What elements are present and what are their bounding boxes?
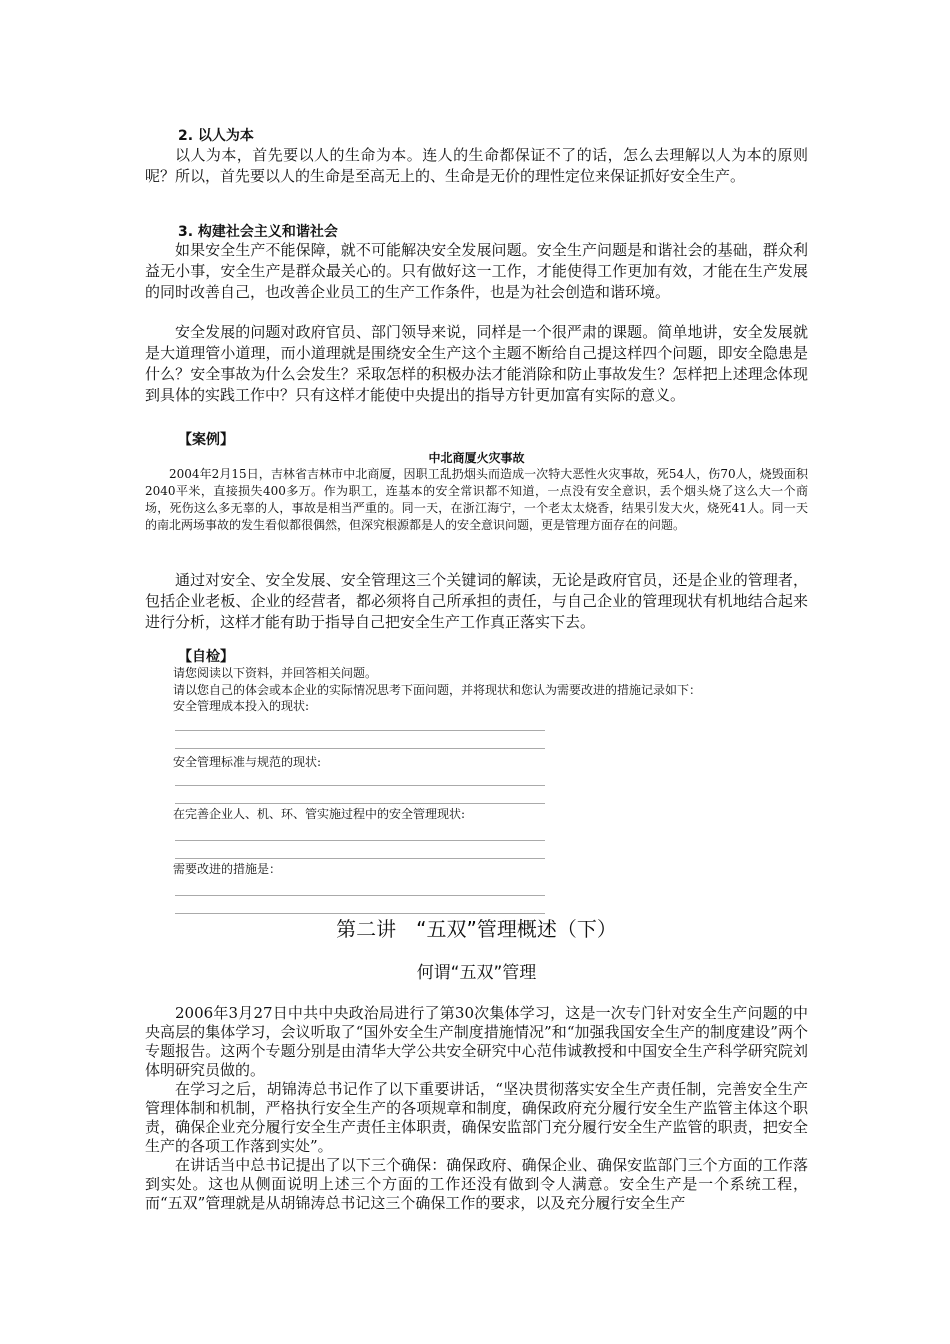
section-3-paragraph-1: 如果安全生产不能保障，就不可能解决安全发展问题。安全生产问题是和谐社会的基础，群众利益无小事，安全生产是群众最关心的。只有做好这一工作，才能使得工作更加有效，才能在生产发展的同时改善自己，也改善企业员工的生产工作条件，也是为社会创造和谐环境。 xyxy=(145,241,808,301)
selfcheck-question-3: 在完善企业人、机、环、管实施过程中的安全管理现状: xyxy=(173,807,466,821)
section-title: 何谓“五双”管理 xyxy=(416,963,537,983)
answer-line[interactable] xyxy=(175,785,545,786)
section-3-paragraph-2: 安全发展的问题对政府官员、部门领导来说，同样是一个很严肃的课题。简单地讲，安全发展就是大道理管小道理，而小道理就是围绕安全生产这个主题不断给自己提这样四个问题，即安全隐患是什么？安全事故为什么会发生？采取怎样的积极办法才能消除和防止事故发生？怎样把上述理念体现到具体的实践工作中？只有这样才能使中央提出的指导方针更加富有实际的意义。 xyxy=(145,323,808,404)
answer-line[interactable] xyxy=(175,840,545,841)
section-2-paragraph: 以人为本，首先要以人的生命为本。连人的生命都保证不了的话，怎么去理解以人为本的原则呢？所以，首先要以人的生命是至高无上的、生命是无价的理性定位来保证抓好安全生产。 xyxy=(145,146,808,185)
section-heading-3: 3. 构建社会主义和谐社会 xyxy=(178,224,338,240)
lecture-paragraph-3: 在讲话当中总书记提出了以下三个确保：确保政府、确保企业、确保安监部门三个方面的工作落到实处。这也从侧面说明上述三个方面的工作还没有做到令人满意。安全生产是一个系统工程，而“五双”管理就是从胡锦涛总书记这三个确保工作的要求，以及充分履行安全生产 xyxy=(145,1156,808,1212)
case-label: 【案例】 xyxy=(178,432,234,448)
lecture-paragraph-1: 2006年3月27日中共中央政治局进行了第30次集体学习，这是一次专门针对安全生产问题的中央高层的集体学习，会议听取了“国外安全生产制度措施情况”和“加强我国安全生产的制度建设”两个专题报告。这两个专题分别是由清华大学公共安全研究中心范伟诚教授和中国安全生产科学研究院刘体明研究员做的。 xyxy=(145,1004,808,1079)
section-heading-2: 2. 以人为本 xyxy=(178,128,254,144)
answer-line[interactable] xyxy=(175,748,545,749)
case-title: 中北商厦火灾事故 xyxy=(428,451,525,465)
lecture-title: 第二讲 “五双”管理概述（下） xyxy=(336,917,617,941)
answer-line[interactable] xyxy=(175,913,545,914)
answer-line[interactable] xyxy=(175,730,545,731)
case-body: 2004年2月15日，吉林省吉林市中北商厦，因职工乱扔烟头而造成一次特大恶性火灾事故，死54人，伤70人，烧毁面积2040平米，直接损失400多万。作为职工，连基本的安全常识都不知道，一点没有安全意识，丢个烟头烧了这么大一个商场，死伤这么多无辜的人，事故是相当严重的。同一天，在浙江海宁，一个老太太烧香，结果引发大火，烧死41人。同一天的南北两场事故的发生看似都很偶然，但深究根源都是人的安全意识问题，更是管理方面存在的问题。 xyxy=(145,467,808,532)
selfcheck-question-4: 需要改进的措施是： xyxy=(173,862,282,876)
summary-paragraph: 通过对安全、安全发展、安全管理这三个关键词的解读，无论是政府官员，还是企业的管理者，包括企业老板、企业的经营者，都必须将自己所承担的责任，与自己企业的管理现状有机地结合起来进行分析，这样才能有助于指导自己把安全生产工作真正落实下去。 xyxy=(145,571,808,631)
lecture-paragraph-2: 在学习之后，胡锦涛总书记作了以下重要讲话，“坚决贯彻落实安全生产责任制，完善安全生产管理体制和机制，严格执行安全生产的各项规章和制度，确保政府充分履行安全生产监管主体这个职责，确保企业充分履行安全生产责任主体职责，确保安监部门充分履行安全生产监管的职责，把安全生产的各项工作落到实处”。 xyxy=(145,1080,808,1155)
answer-line[interactable] xyxy=(175,803,545,804)
answer-line[interactable] xyxy=(175,858,545,859)
selfcheck-instruction-1: 请您阅读以下资料，并回答相关问题。 xyxy=(173,666,378,680)
selfcheck-question-2: 安全管理标准与规范的现状: xyxy=(173,755,322,769)
answer-line[interactable] xyxy=(175,895,545,896)
selfcheck-question-1: 安全管理成本投入的现状: xyxy=(173,699,310,713)
selfcheck-label: 【自检】 xyxy=(178,649,234,665)
selfcheck-instruction-2: 请以您自己的体会或本企业的实际情况思考下面问题，并将现状和您认为需要改进的措施记录如下： xyxy=(173,683,702,697)
